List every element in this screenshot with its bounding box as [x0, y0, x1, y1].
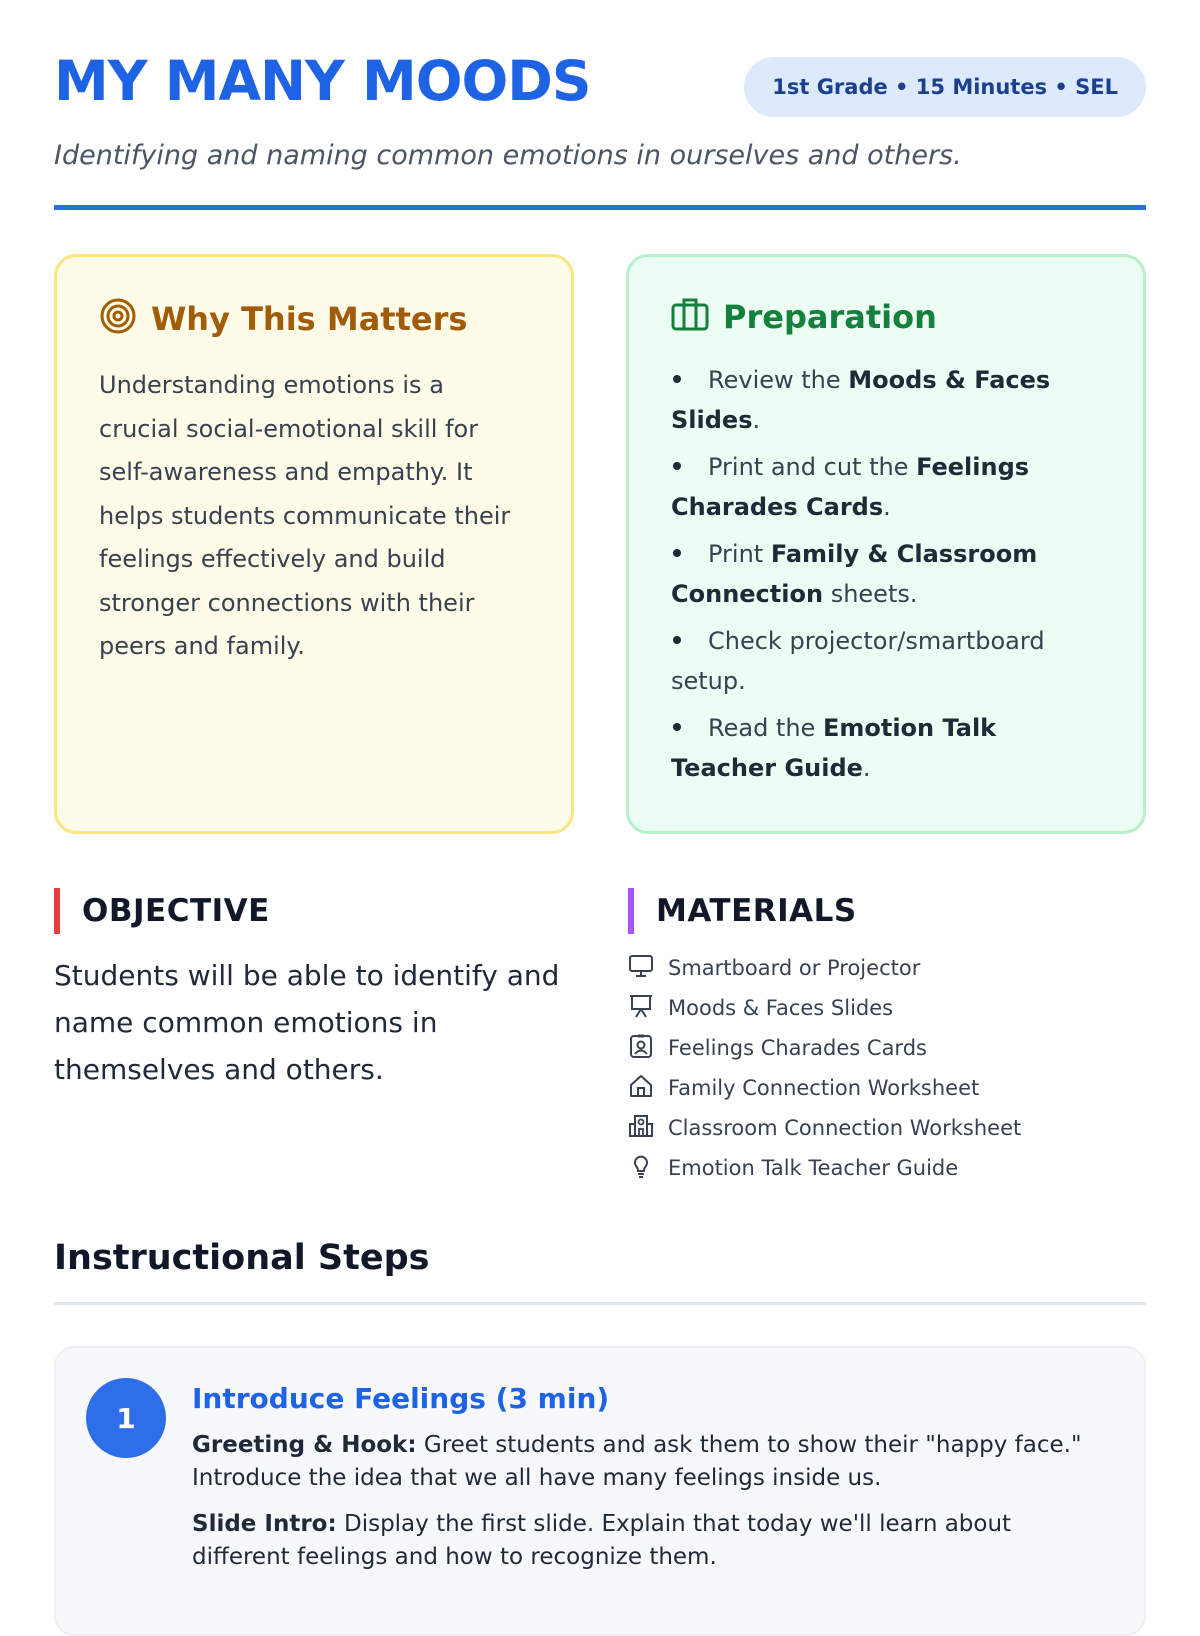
objective-header — [54, 888, 574, 934]
target-icon — [99, 297, 137, 340]
materials-list — [628, 948, 1148, 1188]
objective-accent-bar — [54, 888, 60, 934]
presentation-icon — [628, 993, 654, 1024]
step-card — [54, 1346, 1146, 1636]
steps-title: Instructional Steps — [54, 1238, 430, 1278]
list-item: Print and cut the Feelings Charades Cards. — [671, 447, 1103, 527]
steps-divider — [54, 1302, 1146, 1305]
list-item — [628, 1028, 1148, 1068]
step-paragraph: Greeting & Hook: Greet students and ask them to show their "happy face." Introduce the idea that we all have many feelings inside us. — [192, 1432, 1082, 1491]
page-title: MY MANY MOODS — [54, 49, 591, 113]
material-label: Classroom Connection Worksheet — [668, 1116, 1022, 1140]
header — [54, 0, 1146, 210]
preparation-card-title: Preparation — [723, 297, 937, 336]
list-item: Check projector/smartboard setup. — [671, 621, 1103, 701]
lightbulb-icon — [628, 1153, 654, 1184]
list-item: Read the Emotion Talk Teacher Guide. — [671, 708, 1103, 788]
preparation-card-header — [671, 297, 1103, 336]
why-card-text: Understanding emotions is a crucial social-emotional skill for self-awareness and empathy. It helps students communicate their feelings effectively and build stronger connections with their peers and family. — [99, 371, 511, 660]
material-label: Emotion Talk Teacher Guide — [668, 1156, 959, 1180]
list-item — [628, 988, 1148, 1028]
list-item — [628, 1148, 1148, 1188]
material-label: Feelings Charades Cards — [668, 1036, 927, 1060]
list-item: Review the Moods & Faces Slides. — [671, 360, 1103, 440]
preparation-list — [671, 360, 1103, 788]
page-subtitle: Identifying and naming common emotions in ourselves and others. — [54, 140, 962, 171]
materials-section — [628, 888, 1148, 1188]
house-icon — [628, 1073, 654, 1104]
objective-text: Students will be able to identify and name common emotions in themselves and others. — [54, 959, 560, 1086]
why-card-title: Why This Matters — [151, 299, 468, 338]
why-card — [54, 254, 574, 834]
list-item — [628, 1068, 1148, 1108]
objective-section — [54, 888, 574, 1093]
material-label: Smartboard or Projector — [668, 956, 921, 980]
objective-title: OBJECTIVE — [82, 893, 270, 929]
materials-accent-bar — [628, 888, 634, 934]
grade-badge: 1st Grade • 15 Minutes • SEL — [744, 57, 1146, 117]
preparation-card — [626, 254, 1146, 834]
materials-title: MATERIALS — [656, 893, 857, 929]
info-cards — [54, 254, 1146, 834]
step-body — [192, 1382, 1108, 1587]
step-paragraph: Slide Intro: Display the first slide. Explain that today we'll learn about different feelings and how to recognize them. — [192, 1511, 1012, 1570]
briefcase-icon — [671, 297, 709, 336]
materials-header — [628, 888, 1148, 934]
step-title: Introduce Feelings (3 min) — [192, 1382, 610, 1415]
list-item: Print Family & Classroom Connection sheets. — [671, 534, 1103, 614]
monitor-icon — [628, 953, 654, 984]
why-card-header — [99, 297, 531, 340]
material-label: Moods & Faces Slides — [668, 996, 894, 1020]
list-item — [628, 948, 1148, 988]
school-icon — [628, 1113, 654, 1144]
material-label: Family Connection Worksheet — [668, 1076, 980, 1100]
id-card-icon — [628, 1033, 654, 1064]
list-item — [628, 1108, 1148, 1148]
step-number: 1 — [86, 1378, 166, 1458]
